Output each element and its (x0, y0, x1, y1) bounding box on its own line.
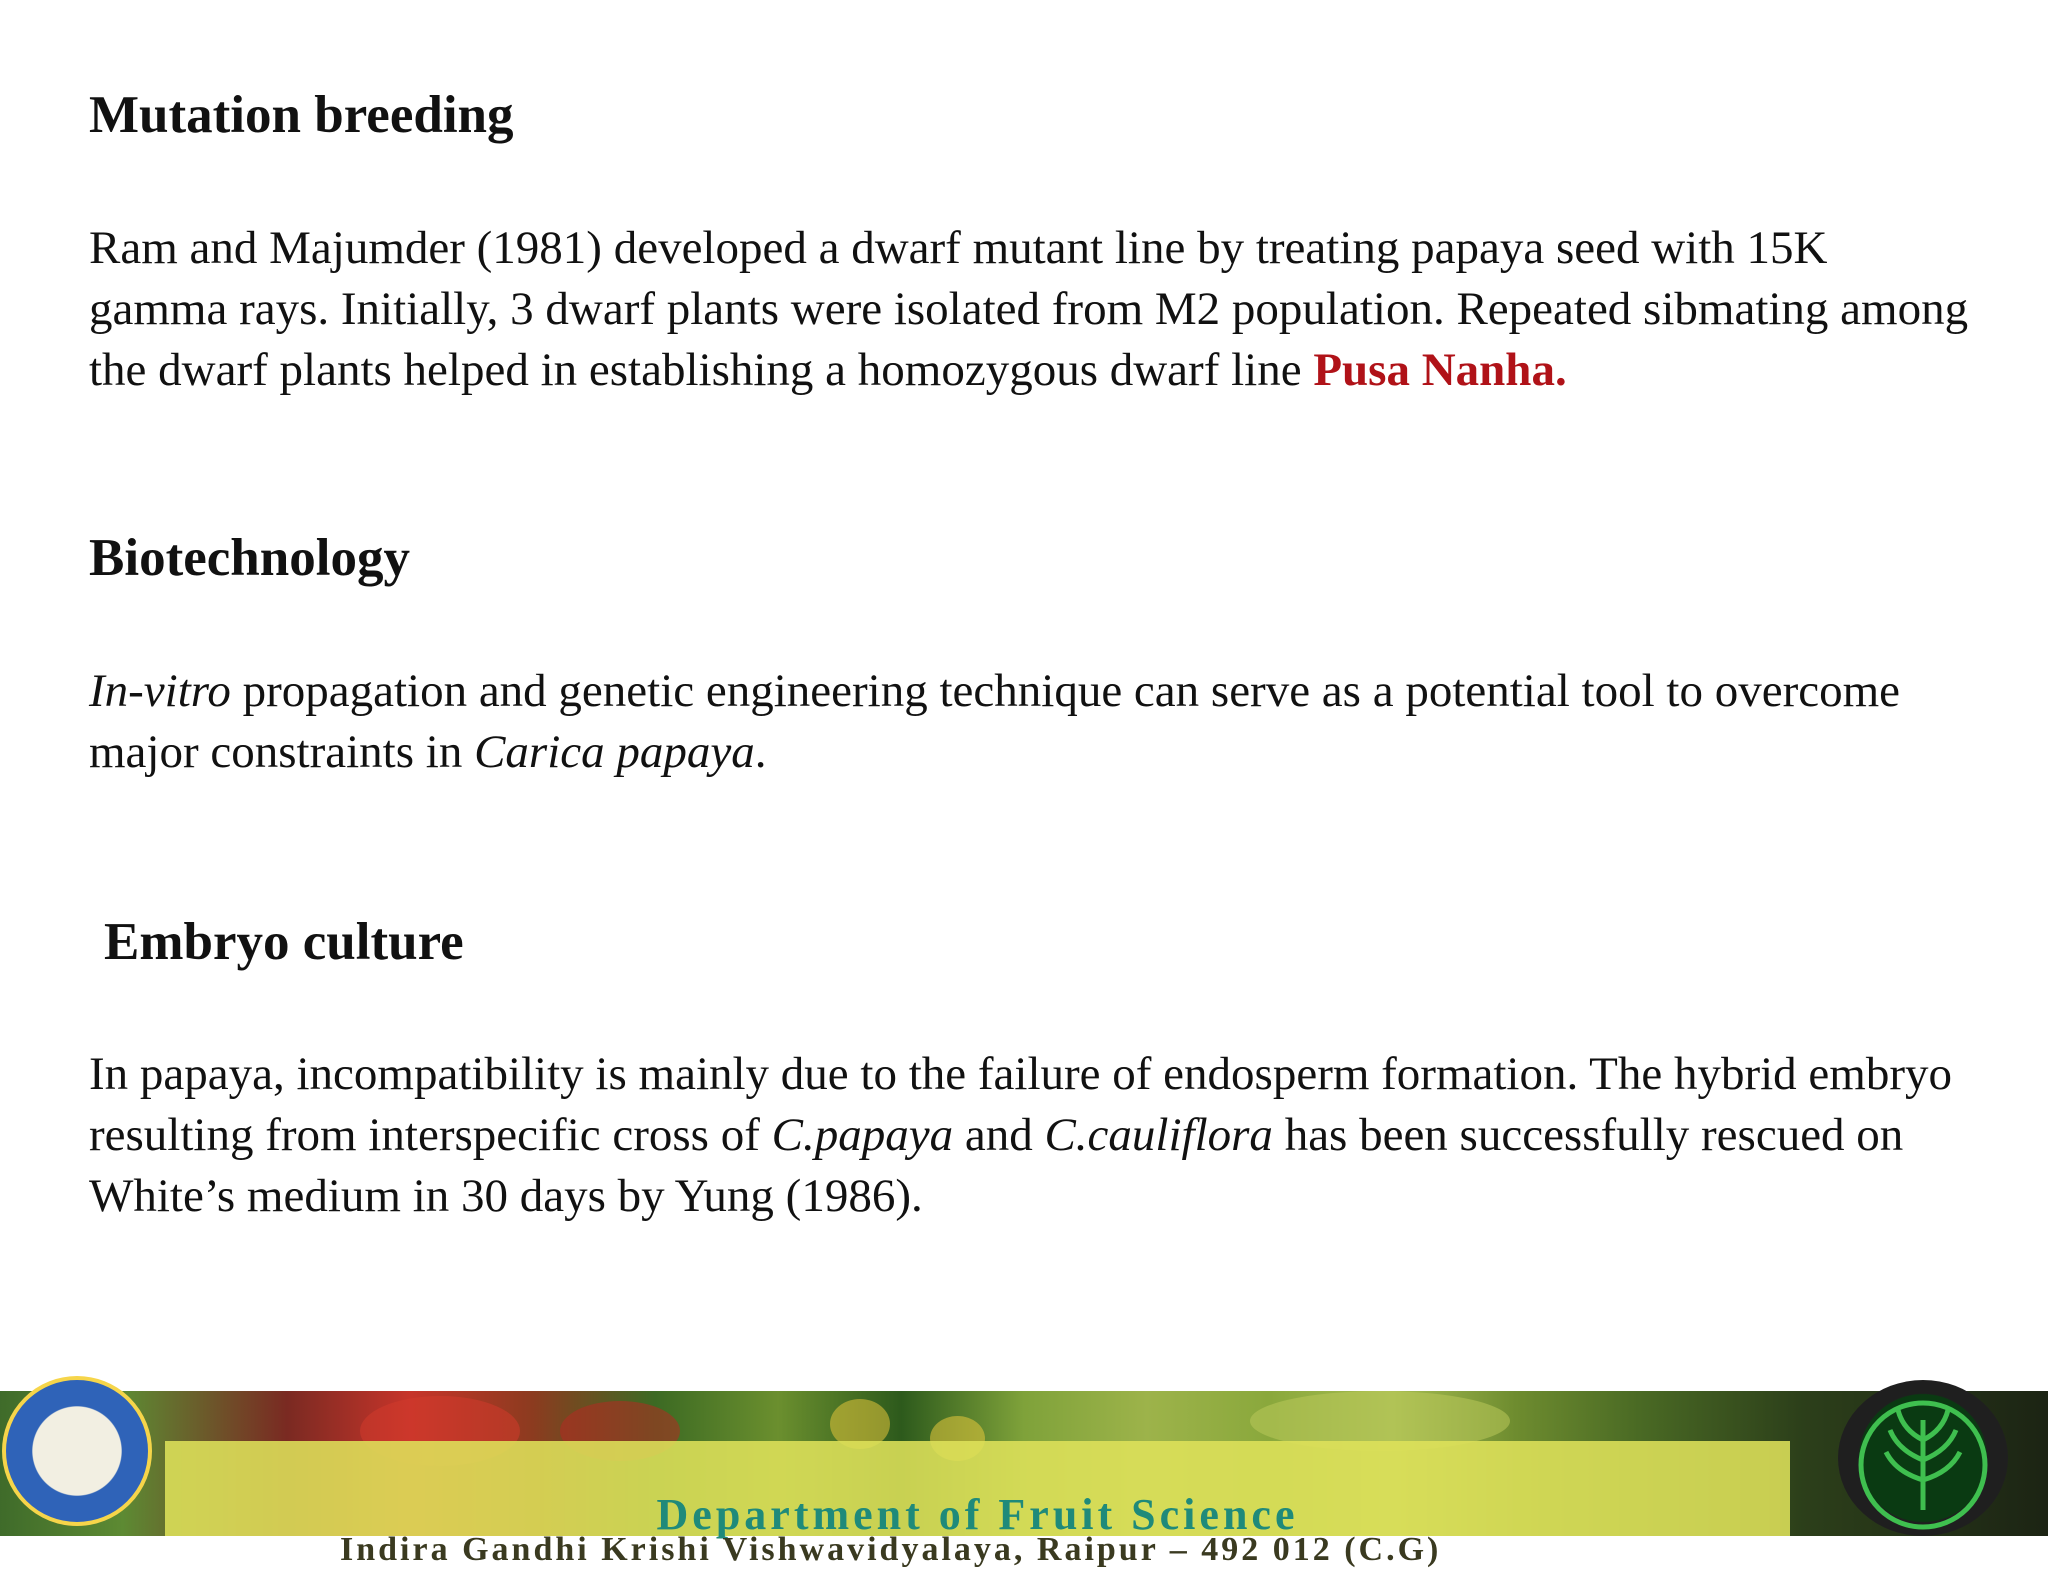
wheat-emblem-icon (1838, 1380, 2008, 1536)
icar-logo (1838, 1380, 2008, 1536)
in-vitro-term: In-vitro (89, 665, 231, 717)
biotechnology-heading: Biotechnology (89, 529, 410, 587)
pusa-nanha-highlight: Pusa Nanha. (1313, 344, 1567, 396)
department-name: Department of Fruit Science (656, 1490, 1299, 1539)
c-cauliflora-term: C.cauliflora (1044, 1109, 1273, 1161)
c-papaya-term: C.papaya (771, 1109, 954, 1161)
mutation-breeding-text: Ram and Majumder (1981) developed a dwarf mutant line by treating papaya seed with 15K gamma rays. Initially, 3 dwarf plants were isolated from M2 population. Repeated sibmating among the dwarf plants helped in establishing a homozygous dwarf line (89, 222, 1969, 396)
footer-title-band (165, 1441, 1790, 1568)
biotechnology-paragraph (89, 661, 1939, 783)
mutation-breeding-heading: Mutation breeding (89, 86, 514, 144)
biotechnology-text-2: . (754, 726, 767, 778)
embryo-culture-text-1: In papaya, incompatibility is mainly due to the failure of endosperm formation. The hybrid embryo resulting from interspecific cross of (89, 1048, 1952, 1161)
embryo-culture-text-3: has been successfully rescued on White’s medium in 30 days by Yung (1986). (89, 1109, 1904, 1222)
university-name: Indira Gandhi Krishi Vishwavidyalaya, Raipur – 492 012 (C.G) (340, 1531, 1442, 1568)
university-logo (2, 1376, 152, 1526)
embryo-culture-paragraph (89, 1044, 1969, 1227)
biotechnology-text-1: propagation and genetic engineering technique can serve as a potential tool to overcome major constraints in (89, 665, 1900, 778)
mutation-breeding-paragraph (89, 218, 1969, 401)
embryo-culture-text-2: and (953, 1109, 1045, 1161)
carica-papaya-term: Carica papaya (474, 726, 755, 778)
footer-banner (0, 1391, 2048, 1568)
embryo-culture-heading: Embryo culture (104, 913, 464, 971)
